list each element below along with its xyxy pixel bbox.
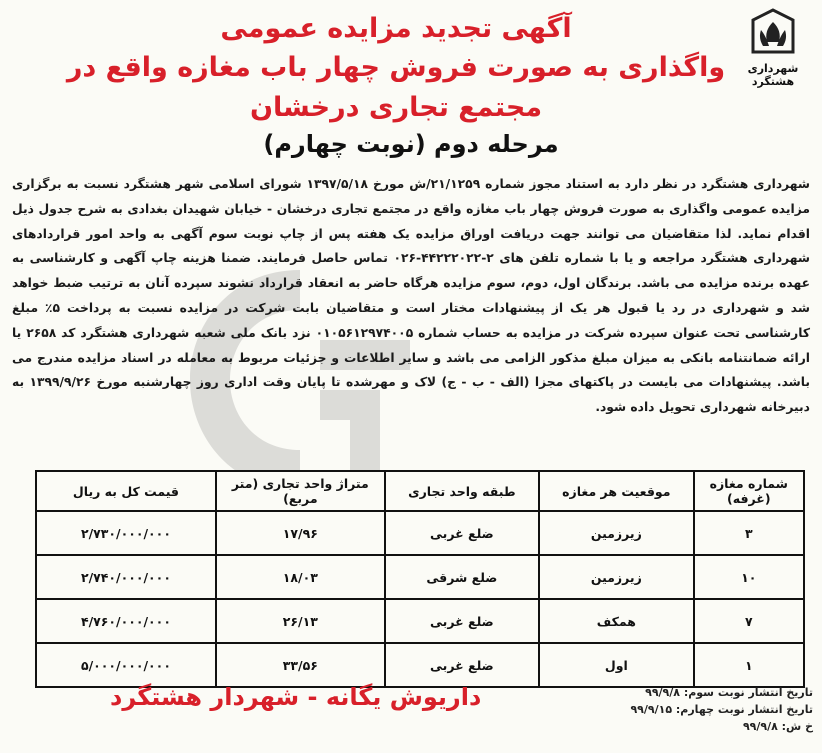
cell-price: ۲/۷۳۰/۰۰۰/۰۰۰ bbox=[36, 511, 216, 555]
date-third-publication: تاریخ انتشار نوبت سوم: ۹۹/۹/۸ bbox=[645, 686, 813, 699]
publication-dates bbox=[548, 684, 813, 735]
cell-price: ۵/۰۰۰/۰۰۰/۰۰۰ bbox=[36, 643, 216, 687]
logo-label: شهرداری هشتگرد bbox=[747, 62, 799, 88]
header-location: موقعیت هر مغازه bbox=[539, 471, 694, 511]
table-header-row bbox=[36, 471, 804, 511]
cell-shop-number: ۱۰ bbox=[694, 555, 804, 599]
cell-location: زیرزمین bbox=[539, 555, 694, 599]
cell-floor-side: ضلع غربی bbox=[385, 643, 539, 687]
cell-location: همکف bbox=[539, 599, 694, 643]
header-shop-number: شماره مغازه (غرفه) bbox=[694, 471, 804, 511]
cell-shop-number: ۷ bbox=[694, 599, 804, 643]
title-line-1: آگهی تجدید مزایده عمومی bbox=[220, 13, 572, 44]
stage-title: مرحله دوم (نوبت چهارم) bbox=[263, 130, 559, 158]
cell-price: ۴/۷۶۰/۰۰۰/۰۰۰ bbox=[36, 599, 216, 643]
cell-area: ۲۶/۱۳ bbox=[216, 599, 385, 643]
header-price: قیمت کل به ریال bbox=[36, 471, 216, 511]
cell-floor-side: ضلع غربی bbox=[385, 599, 539, 643]
cell-location: اول bbox=[539, 643, 694, 687]
date-fourth-publication: تاریخ انتشار نوبت چهارم: ۹۹/۹/۱۵ bbox=[630, 703, 813, 716]
municipality-emblem-icon bbox=[745, 8, 801, 56]
header bbox=[60, 10, 732, 128]
cell-shop-number: ۱ bbox=[694, 643, 804, 687]
cell-price: ۲/۷۴۰/۰۰۰/۰۰۰ bbox=[36, 555, 216, 599]
cell-area: ۱۷/۹۶ bbox=[216, 511, 385, 555]
cell-area: ۱۸/۰۳ bbox=[216, 555, 385, 599]
table-row bbox=[36, 511, 804, 555]
header-area: متراژ واحد تجاری (متر مربع) bbox=[216, 471, 385, 511]
cell-floor-side: ضلع غربی bbox=[385, 511, 539, 555]
cell-area: ۳۳/۵۶ bbox=[216, 643, 385, 687]
cell-shop-number: ۳ bbox=[694, 511, 804, 555]
announcement-body: شهرداری هشتگرد در نظر دارد به استناد مجوز شماره ۲۱/۱۲۵۹/ش مورخ ۱۳۹۷/۵/۱۸ شورای اسلامی شهر هشتگرد نسبت به برگزاری مزایده عمومی واگذاری به صورت فروش چهار باب مغازه واقع در مجتمع تجاری درخشان - خیابان شهیدان بغدادی به شرح جدول ذیل اقدام نماید. لذا متقاضیان می توانند جهت دریافت اوراق مزایده یک هفته پس از چاپ نوبت سوم آگهی به واحد امور قراردادهای شهرداری هشتگرد مراجعه و یا با شماره تلفن های ۲-۴۴۲۲۲۰۲۲-۰۲۶ تماس حاصل فرمایند. ضمنا هزینه چاپ آگهی و کارشناسی به عهده برنده مزایده می باشد. برندگان اول، دوم، سوم مزایده هرگاه حاضر به انعقاد قرارداد نشوند سپرده آنان به ترتیب ضبط خواهد شد و شهرداری در رد یا قبول هر یک از پیشنهادات مختار است و متقاضیان بابت شرکت در مزایده نسبت به پرداخت ۵٪ مبلغ کارشناسی تحت عنوان سپرده شرکت در مزایده به حساب شماره ۰۱۰۵۶۱۲۹۷۴۰۰۵ نزد بانک ملی شعبه شهرداری هشتگرد کد ۲۶۵۸ یا ارائه ضمانتنامه بانکی به میزان مبلغ مذکور الزامی می باشد و سایر اطلاعات و جزئیات مربوط به معامله در اسناد مزایده مندرج می باشد. پیشنهادات می بایست در پاکتهای مجزا (الف - ب - ج) لاک و مهرشده تا پایان وقت اداری روز چهارشنبه مورخ ۱۳۹۹/۹/۲۶ به دبیرخانه شهرداری تحویل داده شود. bbox=[12, 177, 811, 415]
title-line-2: واگذاری به صورت فروش چهار باب مغازه واقع در مجتمع تجاری درخشان bbox=[66, 52, 726, 123]
mayor-signature: داریوش یگانه - شهردار هشتگرد bbox=[110, 683, 482, 711]
municipality-logo bbox=[734, 8, 812, 88]
table-row bbox=[36, 643, 804, 687]
cell-floor-side: ضلع شرقی bbox=[385, 555, 539, 599]
header-floor-side: طبقه واحد تجاری bbox=[385, 471, 539, 511]
table-row bbox=[36, 555, 804, 599]
reference-number: خ ش: ۹۹/۹/۸ bbox=[742, 720, 813, 733]
shops-table bbox=[35, 470, 805, 688]
cell-location: زیرزمین bbox=[539, 511, 694, 555]
table-row bbox=[36, 599, 804, 643]
